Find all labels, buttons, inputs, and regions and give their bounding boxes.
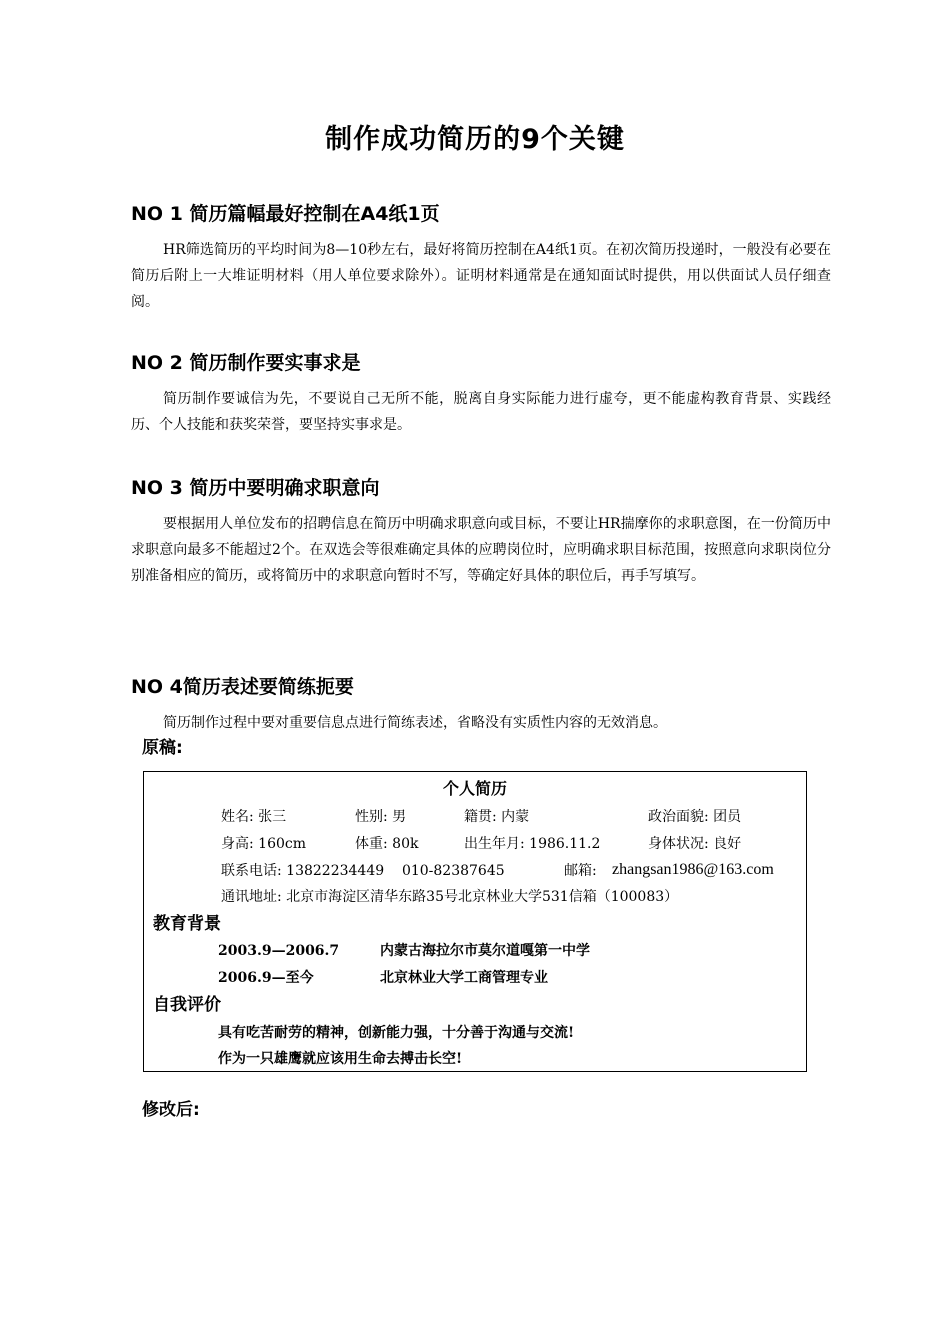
resume-box: [143, 771, 807, 1072]
education-heading: 教育背景: [153, 914, 221, 934]
section-text-4: 简历制作过程中要对重要信息点进行简练表述，省略没有实质性内容的无效消息。: [163, 715, 667, 731]
self-evaluation-heading: 自我评价: [153, 995, 221, 1015]
resume-name: 姓名: 张三: [221, 809, 287, 825]
resume-height: 身高: 160cm: [221, 836, 307, 852]
resume-phone: 联系电话: 13822234449 010-82387645: [221, 863, 505, 879]
revised-label: 修改后:: [142, 1100, 200, 1120]
resume-political: 政治面貌: 团员: [648, 809, 742, 825]
self-evaluation-line: 具有吃苦耐劳的精神，创新能力强，十分善于沟通与交流!: [218, 1025, 575, 1041]
resume-health: 身体状况: 良好: [648, 836, 742, 852]
education-period: 2006.9—至今: [218, 970, 314, 986]
education-school: 内蒙古海拉尔市莫尔道嘎第一中学: [380, 943, 590, 959]
section-heading-3: NO 3 简历中要明确求职意向: [131, 477, 380, 499]
page-title: 制作成功简历的9个关键: [325, 124, 625, 155]
section-text-3: 要根据用人单位发布的招聘信息在简历中明确求职意向或目标，不要让HR揣摩你的求职意图，在一份简历中求职意向最多不能超过2个。在双选会等很难确定具体的应聘岗位时，应明确求职目标范围，按照意向求职岗位分别准备相应的简历，或将简历中的求职意向暂时不写，等确定好具体的职位后，再手写填写。: [131, 516, 831, 584]
original-label: 原稿:: [142, 738, 183, 758]
section-heading-2: NO 2 简历制作要实事求是: [131, 352, 361, 374]
self-evaluation-line: 作为一只雄鹰就应该用生命去搏击长空!: [218, 1051, 463, 1067]
resume-title: 个人简历: [442, 779, 507, 798]
section-heading-1: NO 1 简历篇幅最好控制在A4纸1页: [131, 203, 440, 225]
resume-email-label: 邮箱:: [564, 863, 597, 879]
resume-address: 通讯地址: 北京市海淀区清华东路35号北京林业大学531信箱（100083）: [221, 889, 679, 905]
section-text-1: HR筛选简历的平均时间为8—10秒左右，最好将简历控制在A4纸1页。在初次简历投递时，一般没有必要在简历后附上一大堆证明材料（用人单位要求除外）。证明材料通常是在通知面试时提供，用以供面试人员仔细查阅。: [131, 242, 831, 310]
resume-native: 籍贯: 内蒙: [464, 809, 530, 825]
resume-birth: 出生年月: 1986.11.2: [464, 836, 601, 852]
resume-email: zhangsan1986@163.com: [612, 861, 774, 878]
education-period: 2003.9—2006.7: [218, 943, 340, 959]
section-heading-4: NO 4简历表述要简练扼要: [131, 676, 354, 698]
resume-gender: 性别: 男: [355, 809, 407, 825]
education-school: 北京林业大学工商管理专业: [380, 970, 548, 986]
section-text-2: 简历制作要诚信为先，不要说自己无所不能，脱离自身实际能力进行虚夸，更不能虚构教育背景、实践经历、个人技能和获奖荣誉，要坚持实事求是。: [131, 391, 831, 433]
resume-weight: 体重: 80k: [355, 836, 419, 852]
